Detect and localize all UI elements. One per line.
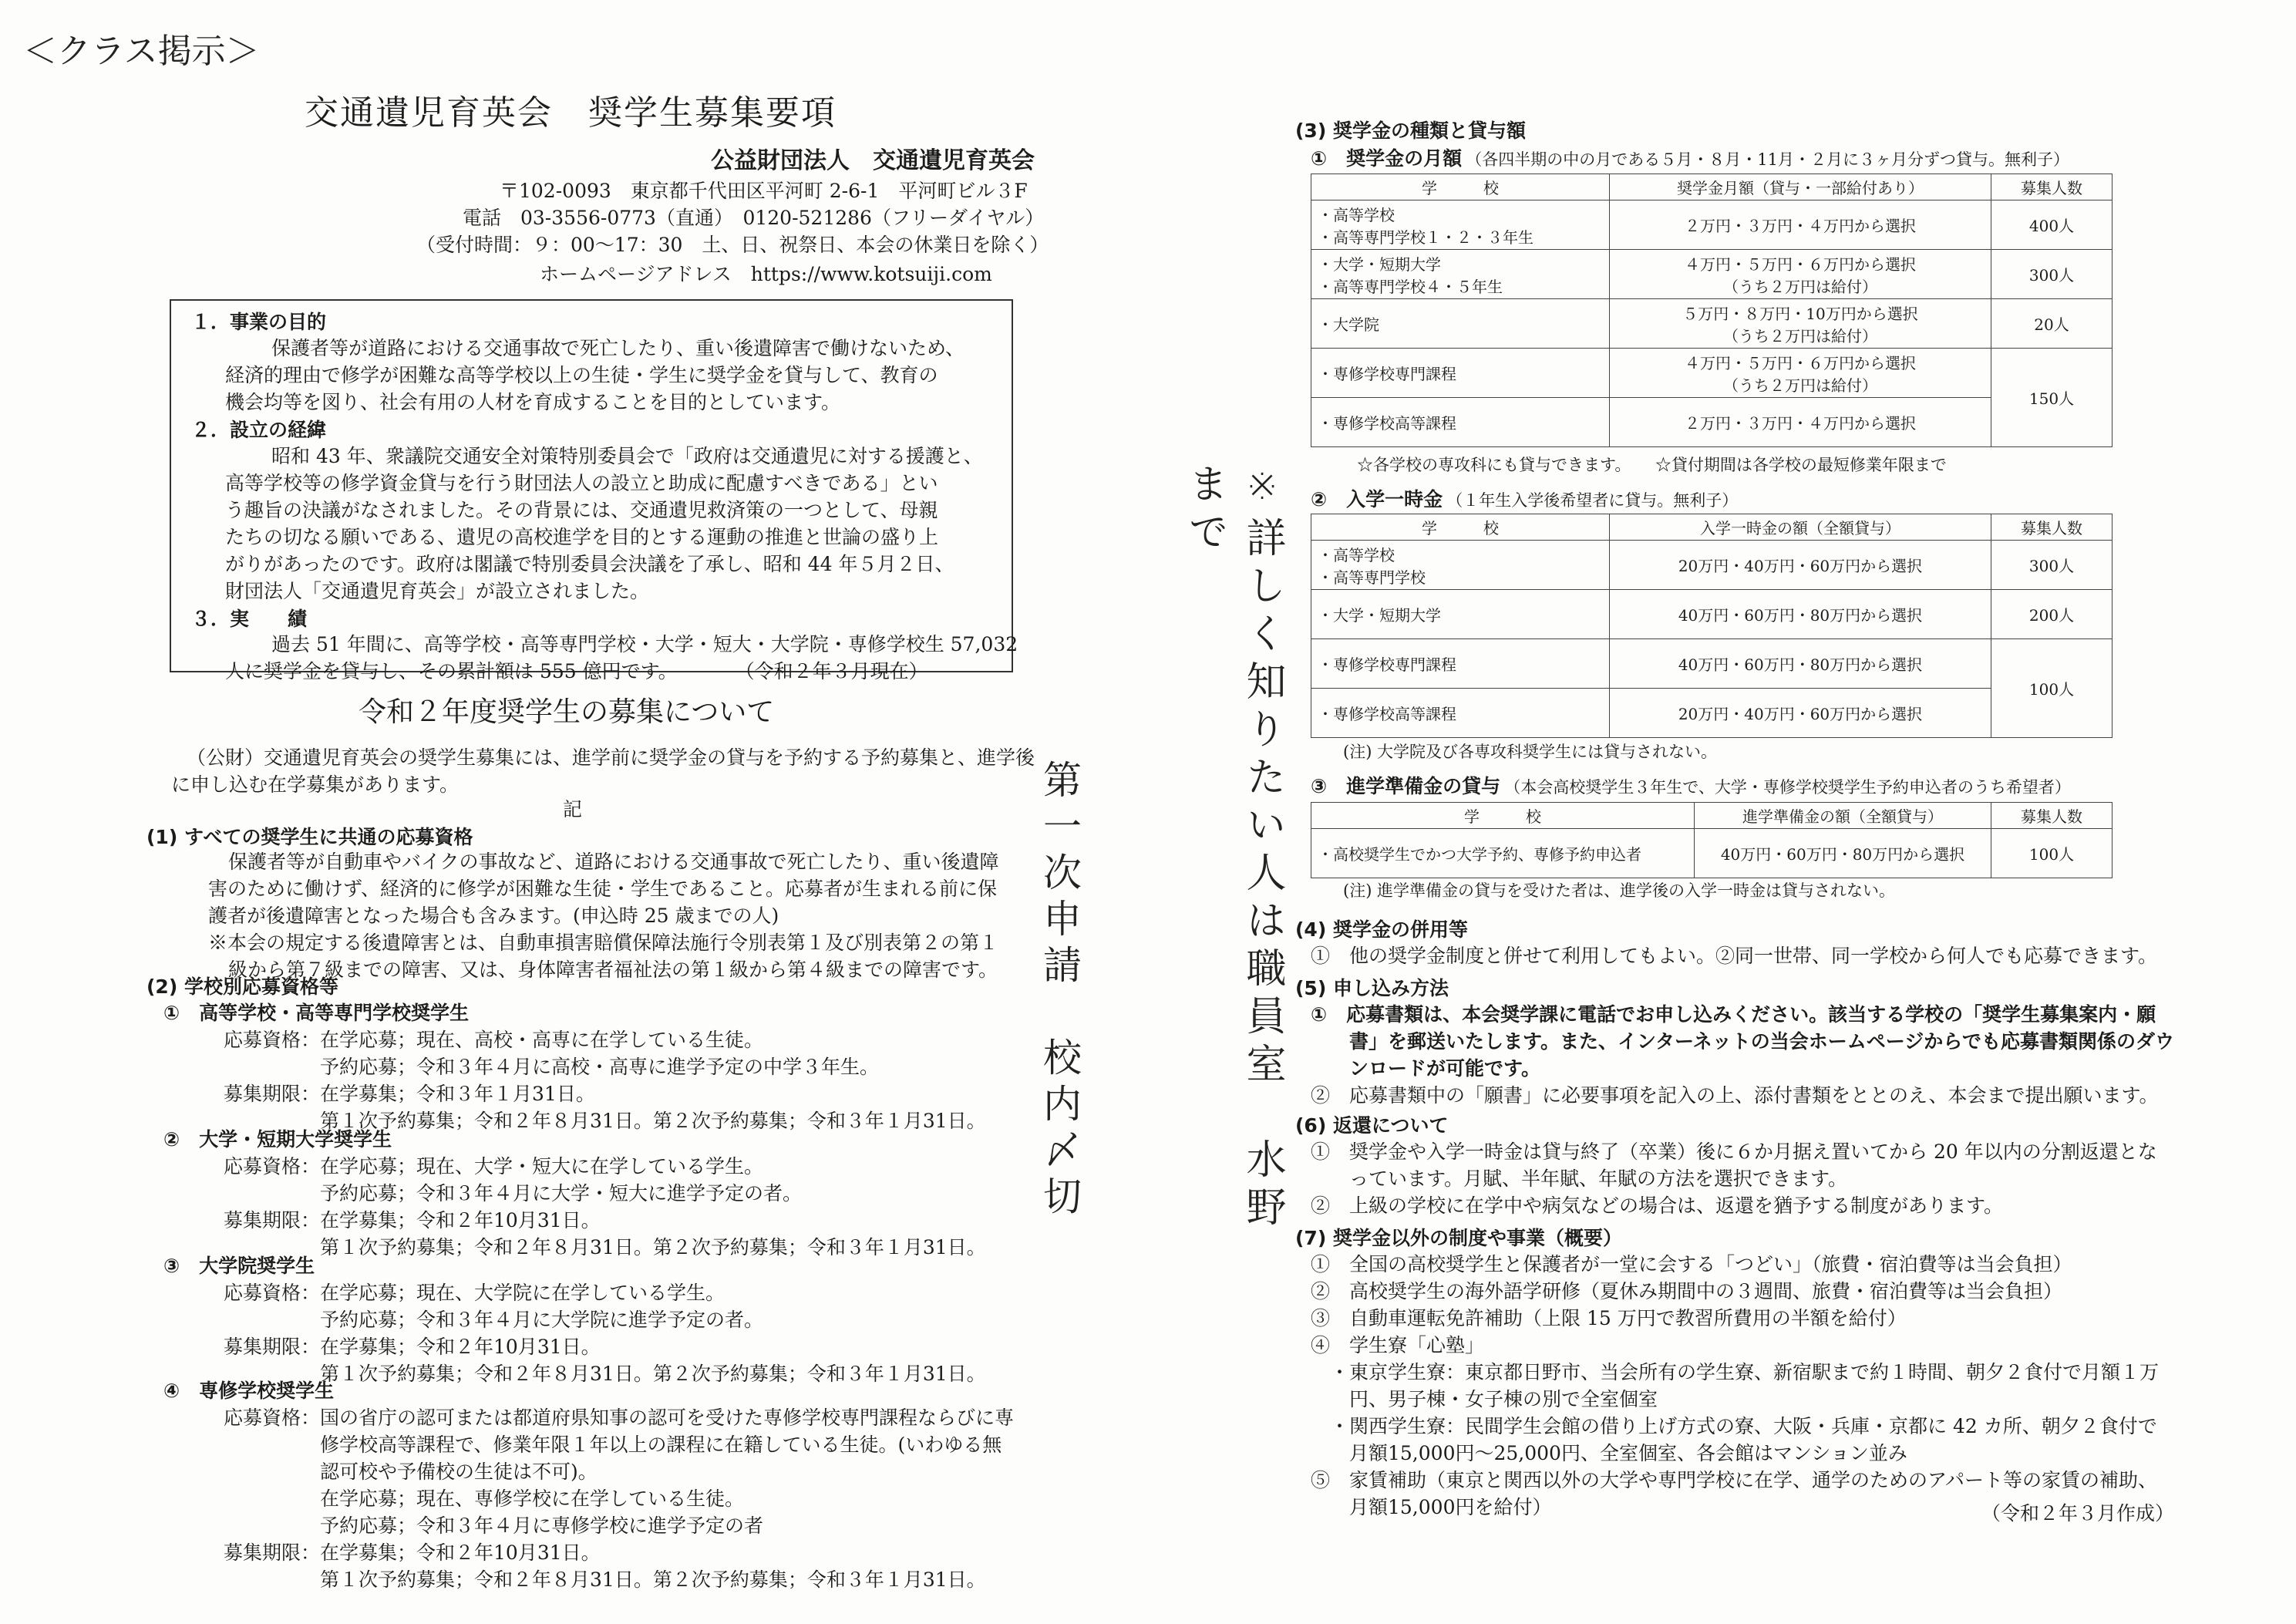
apply-method-text: ① 応募書類は、本会奨学課に電話でお申し込みください。該当する学校の「奨学生募集案内・願 書」を郵送いたします。また、インターネットの当会ホームページからでも応募書類関係のダウ ンロードが可能です。 ② 応募書類中の「願書」に必要事項を記入の上、添付書類をととのえ、本会まで提出願います。 bbox=[1311, 1003, 2175, 1107]
monthly-amount-table-wrap bbox=[1311, 174, 2113, 447]
history-text: 昭和 43 年、衆議院交通安全対策特別委員会で「政府は交通遺児に対する援護と、 高等学校等の修学資金貸与を行う財団法人の設立と助成に配慮すべきである」とい う趣旨の決議がなされました。その背景には、交通遺児救済策の一つとして、母親 たちの切なる願いである、遺児の高校進学を目的とする運動の推進と世論の盛り上 がりがあったのです。政府は閣議で特別委員会決議を了承し、昭和 44 年５月２日、 財団法人「交通遺児育英会」が設立されました。 bbox=[225, 445, 983, 602]
table-header-row: 学 校 奨学金月額（貸与・一部給付あり） 募集人数 bbox=[1311, 174, 2113, 200]
school-group-vocational: ④ 専修学校奨学生 応募資格：国の省庁の認可または都道府県知事の認可を受けた専修学校専門課程ならびに専 修学校高等課程で、修業年限１年以上の課程に在籍している生徒。(いわゆる無 認可校や予備校の生徒は不可)。 在学応募；現在、専修学校に在学している生徒。 予約応募；令和３年４月に専修学校に進学予定の者 募集期限：在学募集；令和２年10月31日。 第１次予約募集；令和２年８月31日。第２次予約募集；令和３年１月31日。 bbox=[163, 1380, 1015, 1591]
table-row: ・大学・短期大学 40万円・60万円・80万円から選択 200人 bbox=[1311, 590, 2113, 639]
monthly-amount-table bbox=[1311, 174, 2113, 447]
entrance-fund-heading: ② 入学一時金 （１年生入学後希望者に貸与。無利子） bbox=[1311, 488, 1739, 510]
recruit-intro: （公財）交通遺児育英会の奨学生募集には、進学前に奨学金の貸与を予約する予約募集と、進学後 に申し込む在学募集があります。 bbox=[171, 746, 1035, 796]
monthly-amount-footnote: ☆各学校の専攻科にも貸与できます。 ☆貸付期間は各学校の最短修業年限まで bbox=[1357, 456, 1947, 474]
org-name: 公益財団法人 交通遺児育英会 bbox=[711, 147, 1035, 174]
school-group-graduate: ③ 大学院奨学生 応募資格：在学応募；現在、大学院に在学している学生。 予約応募；令和３年４月に大学院に進学予定の者。 募集期限：在学募集；令和２年10月31日。 第１次予約募集；令和２年８月31日。第２次予約募集；令和３年１月31日。 bbox=[163, 1255, 986, 1385]
table-row: ・専修学校専門課程 40万円・60万円・80万円から選択 100人 bbox=[1311, 639, 2113, 689]
school-group-university: ② 大学・短期大学奨学生 応募資格：在学応募；現在、大学・短大に在学している学生。 予約応募；令和３年４月に大学・短大に進学予定の者。 募集期限：在学募集；令和２年10月31日。 第１次予約募集；令和２年８月31日。第２次予約募集；令和３年１月31日。 bbox=[163, 1128, 986, 1258]
table-row: ・専修学校専門課程 ４万円・５万円・６万円から選択 （うち２万円は給付） 150人 bbox=[1311, 349, 2113, 398]
table-row: ・大学院 ５万円・８万円・10万円から選択 （うち２万円は給付） 20人 bbox=[1311, 299, 2113, 349]
school-group-highschool: ① 高等学校・高等専門学校奨学生 応募資格：在学応募；現在、高校・高専に在学している生徒。 予約応募；令和３年４月に高校・高専に進学予定の中学３年生。 募集期限：在学募集；令和３年１月31日。 第１次予約募集；令和２年８月31日。第２次予約募集；令和３年１月31日。 bbox=[163, 1002, 986, 1132]
repayment-text: ① 奨学金や入学一時金は貸与終了（卒業）後に６か月据え置いてから 20 年以内の分割返還とな っています。月賦、半年賦、年賦の方法を選択できます。 ② 上級の学校に在学中や病気などの場合は、返還を猶予する制度があります。 bbox=[1311, 1141, 2157, 1217]
table-row: ・高校奨学生でかつ大学予約、専修予約申込者 40万円・60万円・80万円から選択 100人 bbox=[1311, 829, 2113, 878]
handwritten-ask-staff: ※詳しく知りたい人は職員室 水野まで bbox=[1181, 463, 1285, 1234]
common-eligibility-text: 保護者等が自動車やバイクの事故など、道路における交通事故で死亡したり、重い後遺障 害のために働けず、経済的に修学が困難な生徒・学生であること。応募者が生まれる前に保 護者が後遺障害となった場合も含みます。(申込時 25 歳までの人) ※本会の規定する後遺障害とは、自動車損害賠償保障法施行令別表第１及び別表第２の第１ 級から第７級までの障害、又は、身体障害者福祉法の第１級から第４級までの障害です。 bbox=[208, 851, 999, 981]
other-programs-heading: (7) 奨学金以外の制度や事業（概要） bbox=[1295, 1227, 1622, 1249]
results-heading: ３．実 績 bbox=[191, 608, 308, 630]
table-header-row: 学 校 進学準備金の額（全額貸与） 募集人数 bbox=[1311, 803, 2113, 829]
entrance-fund-footnote: (注) 大学院及び各専攻科奨学生には貸与されない。 bbox=[1343, 743, 1718, 761]
ki-mark: 記 bbox=[563, 798, 583, 820]
office-hours: （受付時間：９：00～17：30 土、日、祝祭日、本会の休業日を除く） bbox=[416, 234, 1049, 256]
page-title: 交通遺児育英会 奨学生募集要項 bbox=[305, 93, 837, 133]
other-programs-text: ① 全国の高校奨学生と保護者が一堂に会する「つどい」（旅費・宿泊費等は当会負担） ② 高校奨学生の海外語学研修（夏休み期間中の３週間、旅費・宿泊費等は当会負担） ③ 自動車運転免許補助（上限 15 万円で教習所費用の半額を給付） ④ 学生寮「心塾」 ・東京学生寮：東京都日野市、当会所有の学生寮、新宿駅まで約１時間、朝夕２食付で月額１万 円、男子棟・女子棟の別で全室個室 ・関西学生寮：民間学生会館の借り上げ方式の寮、大阪・兵庫・京都に 42 カ所、朝夕２食付で 月額15,000円～25,000円、全室個室、各会館はマンション並み ⑤ 家賃補助（東京と関西以外の大学や専門学校に在学、通学のためのアパート等の家賃の補助、 月額15,000円を給付） bbox=[1311, 1253, 2160, 1518]
monthly-amount-heading: ① 奨学金の月額 （各四半期の中の月である５月・８月・11月・２月に３ヶ月分ずつ貸与。無利子） bbox=[1311, 147, 2069, 170]
table-row: ・専修学校高等課程 20万円・40万円・60万円から選択 bbox=[1311, 689, 2113, 738]
school-eligibility-heading: (2) 学校別応募資格等 bbox=[146, 975, 338, 998]
table-row: ・高等学校 ・高等専門学校 20万円・40万円・60万円から選択 300人 bbox=[1311, 541, 2113, 590]
table-row: ・大学・短期大学 ・高等専門学校４・５年生 ４万円・５万円・６万円から選択 （うち２万円は給付） 300人 bbox=[1311, 250, 2113, 299]
address: 〒102-0093 東京都千代田区平河町 2-6-1 平河町ビル３F bbox=[500, 180, 1028, 202]
entrance-fund-table bbox=[1311, 514, 2113, 738]
handwritten-first-apply-deadline: 第一次申請 校内〆切 bbox=[1037, 760, 1082, 1222]
apply-method-heading: (5) 申し込み方法 bbox=[1295, 977, 1449, 999]
table-header-row: 学 校 入学一時金の額（全額貸与） 募集人数 bbox=[1311, 514, 2113, 541]
common-eligibility-heading: (1) すべての奨学生に共通の応募資格 bbox=[146, 826, 473, 848]
purpose-heading: １．事業の目的 bbox=[191, 311, 327, 333]
repayment-heading: (6) 返還について bbox=[1295, 1114, 1449, 1137]
prep-fund-table-wrap bbox=[1311, 802, 2113, 878]
combined-use-heading: (4) 奨学金の併用等 bbox=[1295, 918, 1468, 941]
prep-fund-table bbox=[1311, 802, 2113, 878]
scholarship-types-heading: (3) 奨学金の種類と貸与額 bbox=[1295, 120, 1526, 142]
table-row: ・専修学校高等課程 ２万円・３万円・４万円から選択 bbox=[1311, 398, 2113, 447]
purpose-text: 保護者等が道路における交通事故で死亡したり、重い後遺障害で働けないため、 経済的理由で修学が困難な高等学校以上の生徒・学生に奨学金を貸与して、教育の 機会均等を図り、社会有用の人材を育成することを目的としています。 bbox=[225, 337, 965, 413]
combined-use-text: ① 他の奨学金制度と併せて利用してもよい。②同一世帯、同一学校から何人でも応募できます。 bbox=[1311, 945, 2158, 967]
created-date: （令和２年３月作成） bbox=[1981, 1502, 2175, 1525]
entrance-fund-table-wrap bbox=[1311, 514, 2113, 738]
prep-fund-heading: ③ 進学準備金の貸与 （本会高校奨学生３年生で、大学・専修学校奨学生予約申込者のうち希望者） bbox=[1311, 775, 2071, 797]
phone: 電話 03-3556-0773（直通） 0120-521286（フリーダイヤル） bbox=[463, 207, 1045, 229]
prep-fund-footnote: (注) 進学準備金の貸与を受けた者は、進学後の入学一時金は貸与されない。 bbox=[1343, 881, 1896, 900]
table-row: ・高等学校 ・高等専門学校１・２・３年生 ２万円・３万円・４万円から選択 400人 bbox=[1311, 200, 2113, 250]
results-text: 過去 51 年間に、高等学校・高等専門学校・大学・短大・大学院・専修学校生 57,032 人に奨学金を貸与し、その累計額は 555 億円です。 （令和２年３月現在） bbox=[225, 633, 1018, 682]
history-heading: ２．設立の経緯 bbox=[191, 419, 327, 441]
recruit-title: 令和２年度奨学生の募集について bbox=[359, 696, 775, 728]
homepage-address: ホームページアドレス https://www.kotsuiji.com bbox=[540, 263, 992, 285]
about-box bbox=[170, 299, 1018, 682]
handwritten-class-notice: ＜クラス掲示＞ bbox=[23, 32, 260, 71]
